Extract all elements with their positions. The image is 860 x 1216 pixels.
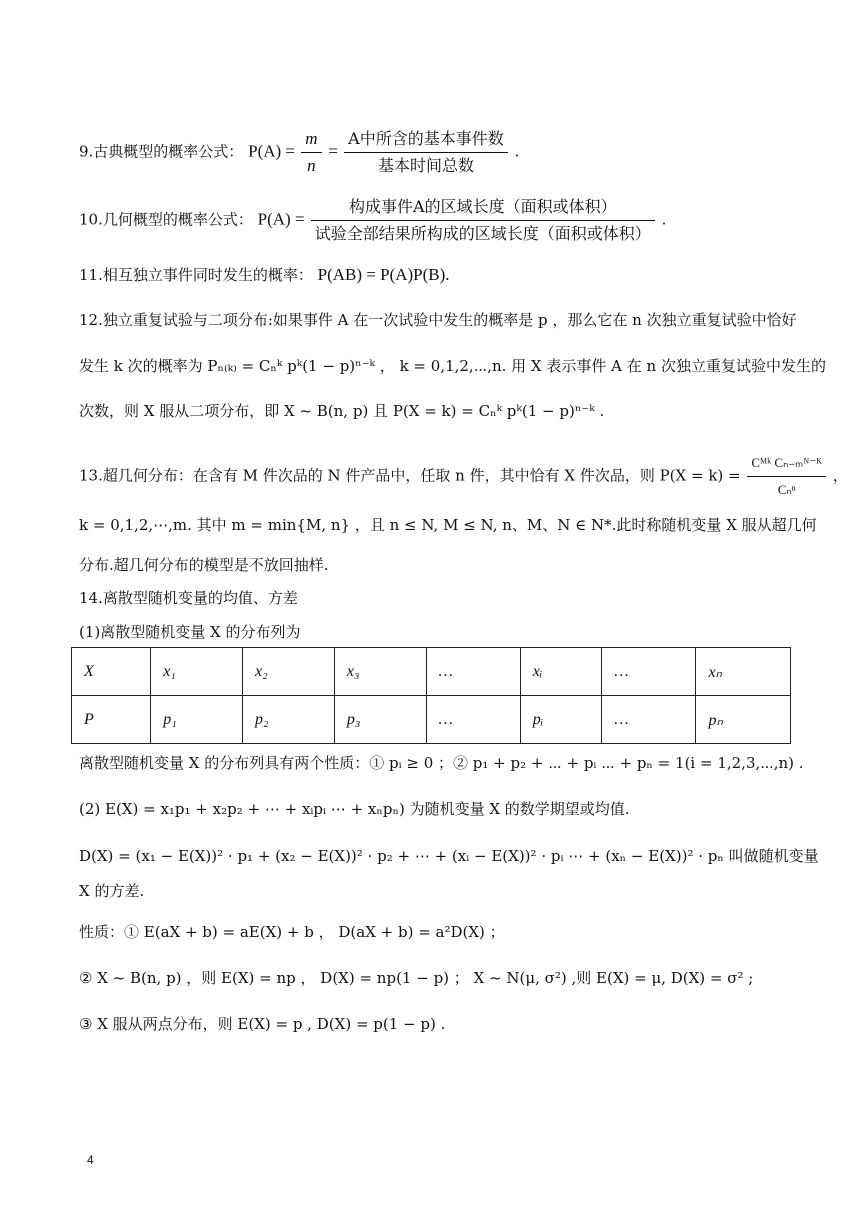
item-12-line-1: 12.独立重复试验与二项分布:如果事件 A 在一次试验中发生的概率是 p ，那么它在 n 次独立重复试验中恰好 [79,311,797,329]
item-9-fraction-m-n [301,128,321,177]
table-row-x [72,648,791,696]
item-9-eq: = [328,141,343,161]
item-9-frac2-numerator: A中所含的基本事件数 [344,128,508,153]
table-cell: x₃ [334,648,426,696]
item-10-fraction [311,196,655,245]
item-13-fraction [747,452,826,501]
item-13-line-2: k = 0,1,2,⋯,m. 其中 m = min{M, n} ，且 n ≤ N, M ≤ N, n、M、N ∈ N*.此时称随机变量 X 服从超几何 [79,516,817,534]
table-cell: x₁ [151,648,243,696]
item-12-line-3: 次数，则 X 服从二项分布，即 X ~ B(n, p) 且 P(X = k) = Cₙᵏ pᵏ(1 − p)ⁿ⁻ᵏ . [79,402,605,420]
table-cell: pₙ [696,696,791,744]
item-13-line-3: 分布.超几何分布的模型是不放回抽样. [79,556,329,574]
item-9-frac1-denominator: n [307,156,316,175]
table-cell: x₂ [243,648,335,696]
item-9-frac1-numerator: m [301,128,321,153]
table-cell: p₃ [334,696,426,744]
item-9 [79,128,519,177]
item-10-lhs: P(A) = [257,209,309,229]
item-13-line-1 [79,452,848,501]
item-9-lhs: P(A) = [248,141,300,161]
item-10-label: 10.几何概型的概率公式： [79,210,253,229]
table-cell: xₙ [696,648,791,696]
item-10-denominator: 试验全部结果所构成的区域长度（面积或体积） [314,224,651,243]
property-1: 性质：① E(aX + b) = aE(X) + b ， D(aX + b) = a²D(X) ； [79,923,505,941]
item-14-sub-1: (1)离散型随机变量 X 的分布列为 [79,623,301,641]
page-number: 4 [87,1153,94,1167]
item-13-text: 13.超几何分布：在含有 M 件次品的 N 件产品中，任取 n 件，其中恰有 X 件次品，则 P(X = k) = [79,466,741,485]
item-13-numerator: Cᴹᵏ Cₙ₋ₘᴺ⁻ᴷ [747,452,826,477]
item-9-fraction-events [344,128,508,177]
table-cell: … [426,696,520,744]
property-2: ② X ~ B(n, p) ，则 E(X) = np ， D(X) = np(1 − p) ； X ~ N(μ, σ²) ,则 E(X) = μ, D(X) = σ² ; [79,969,754,987]
variance-definition-line-2: X 的方差. [79,882,145,900]
item-14-title: 14.离散型随机变量的均值、方差 [79,589,298,607]
item-11 [79,264,450,286]
item-10 [79,196,666,245]
property-3: ③ X 服从两点分布，则 E(X) = p , D(X) = p(1 − p) . [79,1015,446,1033]
item-9-frac2-denominator: 基本时间总数 [377,156,474,175]
table-row-p [72,696,791,744]
table-cell: … [602,648,696,696]
item-9-end: . [514,142,520,161]
table-cell: P [72,696,151,744]
variance-definition-line-1: D(X) = (x₁ − E(X))² · p₁ + (x₂ − E(X))² · p₂ + ⋯ + (xᵢ − E(X))² · pᵢ ⋯ + (xₙ − E(X))² · pₙ 叫做随机变量 [79,847,819,865]
table-cell: pᵢ [520,696,602,744]
distribution-properties: 离散型随机变量 X 的分布列具有两个性质：① pᵢ ≥ 0 ；② p₁ + p₂ + ⋯ + pᵢ ⋯ + pₙ = 1(i = 1,2,3,⋯,n) . [79,754,804,772]
expectation-definition: (2) E(X) = x₁p₁ + x₂p₂ + ⋯ + xᵢpᵢ ⋯ + xₙpₙ) 为随机变量 X 的数学期望或均值. [79,800,630,818]
item-11-formula: P(AB) = P(A)P(B). [317,265,450,284]
item-11-label: 11.相互独立事件同时发生的概率： [79,266,313,284]
table-cell: p₂ [243,696,335,744]
item-12-line-2: 发生 k 次的概率为 Pₙ₍ₖ₎ = Cₙᵏ pᵏ(1 − p)ⁿ⁻ᵏ ， k = 0,1,2,⋯,n. 用 X 表示事件 A 在 n 次独立重复试验中发生的 [79,357,826,375]
table-cell: p₁ [151,696,243,744]
item-10-end: . [661,210,667,229]
table-cell: … [602,696,696,744]
table-cell: X [72,648,151,696]
item-13-denominator: Cₙⁿ [777,482,796,497]
distribution-table [71,647,791,744]
item-9-label: 9.古典概型的概率公式： [79,142,244,161]
item-13-comma: ， [832,466,848,485]
table-cell: … [426,648,520,696]
item-10-numerator: 构成事件A的区域长度（面积或体积） [311,196,655,221]
table-cell: xᵢ [520,648,602,696]
